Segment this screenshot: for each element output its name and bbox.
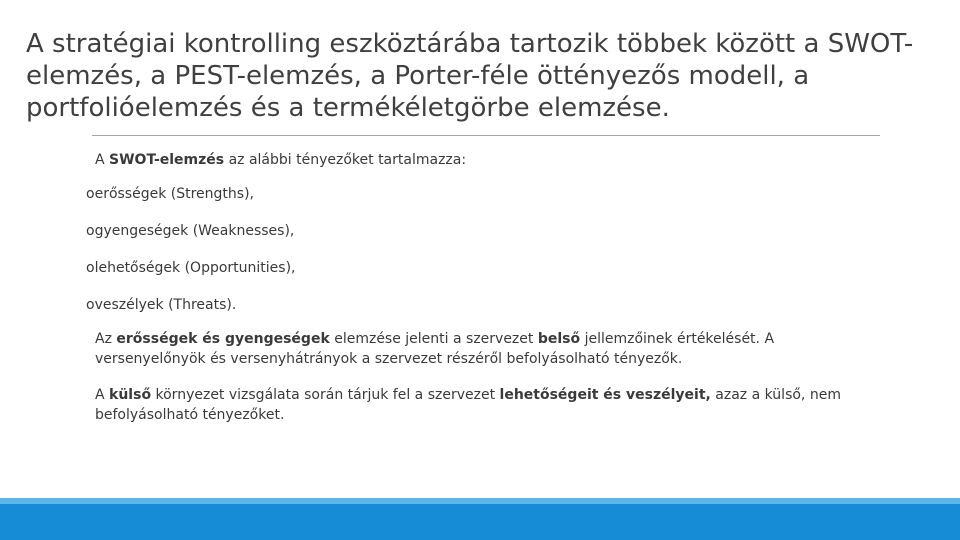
- intro-prefix: A: [95, 152, 110, 168]
- intro-bold: SWOT-elemzés: [109, 152, 225, 168]
- list-item-text: erősségek (Strengths),: [94, 186, 254, 202]
- p1-text-3: jellemzőinek értékelését. A versenyelőnyök és versenyhátrányok a szervezet részéről befolyásolható tényezők.: [95, 331, 775, 367]
- intro-suffix: az alábbi tényezőket tartalmazza:: [224, 152, 467, 168]
- bullet-marker: o: [86, 297, 95, 313]
- p2-text-2: környezet vizsgálata során tárjuk fel a szervezet: [151, 387, 500, 403]
- bullet-marker: o: [86, 186, 95, 202]
- bullet-marker: o: [86, 260, 95, 276]
- list-item-text: gyengeségek (Weaknesses),: [94, 223, 295, 239]
- list-item-text: lehetőségek (Opportunities),: [94, 260, 296, 276]
- p1-bold-2: belső: [537, 331, 581, 347]
- title-divider: [92, 135, 880, 136]
- list-item: [86, 221, 296, 258]
- footer-strip: [0, 498, 960, 504]
- swot-list: [86, 184, 296, 332]
- list-item-text: veszélyek (Threats).: [94, 297, 237, 313]
- swot-intro: [95, 150, 466, 170]
- bullet-marker: o: [86, 223, 95, 239]
- list-item: [86, 295, 296, 332]
- p2-text-3: azaz a külső, nem befolyásolható tényezőket.: [95, 387, 841, 423]
- p1-text-2: elemzése jelenti a szervezet: [329, 331, 538, 347]
- p2-bold-2: lehetőségeit és veszélyeit,: [499, 387, 711, 403]
- list-item: [86, 258, 296, 295]
- p2-bold-1: külső: [109, 387, 152, 403]
- p1-bold-1: erősségek és gyengeségek: [116, 331, 330, 347]
- paragraph-external: [95, 385, 885, 425]
- list-item: [86, 184, 296, 221]
- p1-text-1: Az: [95, 331, 117, 347]
- slide-title: A stratégiai kontrolling eszköztárába tartozik többek között a SWOT-elemzés, a PEST-elemzés, a Porter-féle öttényezős modell, a portfolióelemzés és a termékéletgörbe elemzése.: [26, 29, 914, 123]
- footer-bar: [0, 498, 960, 540]
- p2-text-1: A: [95, 387, 110, 403]
- paragraph-internal: [95, 329, 885, 369]
